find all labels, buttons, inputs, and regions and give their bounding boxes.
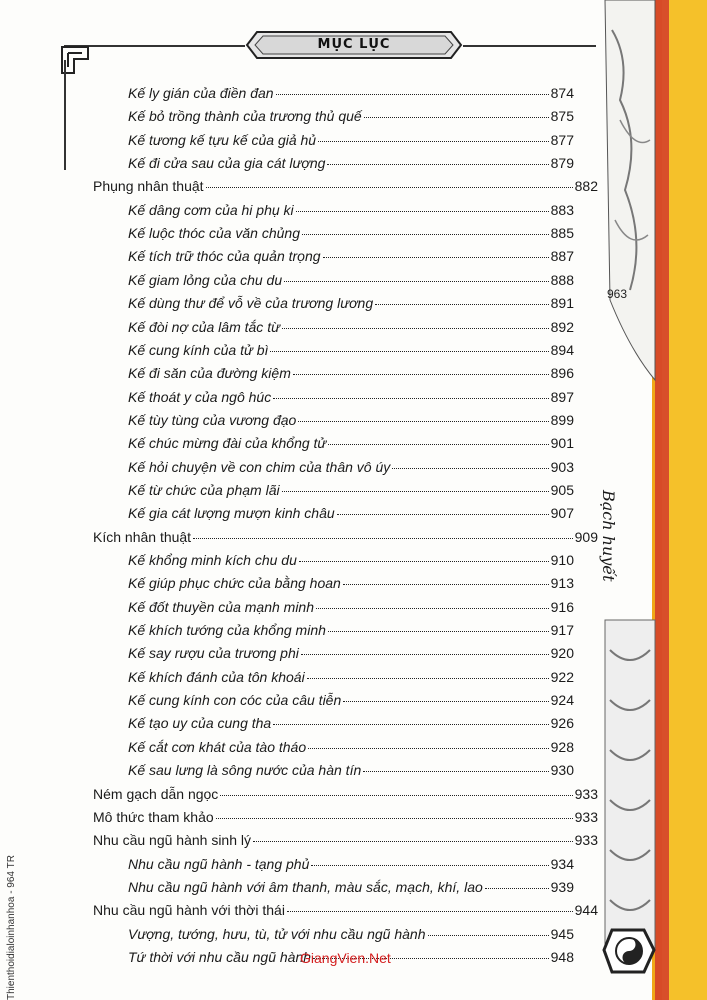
toc-title: Kế tích trữ thóc của quản trọng [128,248,321,265]
toc-section [93,809,598,829]
toc-section [93,832,598,852]
toc-leader-dots [276,94,549,95]
toc-page-number: 913 [550,575,574,592]
toc-entry [128,225,574,245]
toc-entry [128,155,574,175]
watermark: GiangVien.Net [300,950,391,966]
toc-page-number: 933 [574,832,598,849]
toc-page-number: 901 [550,435,574,452]
toc-page-number: 909 [574,528,598,545]
toc-title: Kế từ chức của phạm lãi [128,481,280,498]
toc-leader-dots [327,164,548,165]
toc-entry [128,482,574,502]
toc-entry [128,622,574,642]
toc-leader-dots [311,865,548,866]
toc-leader-dots [308,748,549,749]
toc-entry [128,132,574,152]
toc-leader-dots [363,771,548,772]
toc-entry [128,926,574,946]
toc-title: Nhu cầu ngũ hành sinh lý [93,832,251,849]
toc-title: Kế cắt cơn khát của tào tháo [128,738,307,755]
toc-leader-dots [302,234,549,235]
toc-title: Kế đốt thuyền của mạnh minh [128,598,315,615]
toc-leader-dots [253,841,573,842]
toc-title: Kế khích tướng của khổng minh [128,622,326,639]
toc-section [93,786,598,806]
toc-section [93,902,598,922]
toc-page-number: 891 [550,295,574,312]
left-frame-rule [64,60,66,170]
toc-leader-dots [298,421,548,422]
toc-leader-dots [428,935,549,936]
toc-title: Nhu cầu ngũ hành với thời thái [93,902,285,919]
toc-entry [128,575,574,595]
toc-entry [128,762,574,782]
toc-leader-dots [323,257,549,258]
toc-page-number: 907 [550,505,574,522]
toc-leader-dots [284,281,549,282]
toc-entry [128,599,574,619]
toc-page-number: 879 [550,155,574,172]
toc-page-number: 948 [550,948,574,965]
header-banner [245,30,463,60]
toc-title: Kế đi cửa sau của gia cát lượng [128,155,326,172]
toc-entry [128,295,574,315]
toc-leader-dots [301,654,549,655]
toc-title: Kế bỏ trồng thành của trương thủ quế [128,108,362,125]
toc-leader-dots [375,304,549,305]
toc-section [93,529,598,549]
toc-leader-dots [318,141,549,142]
toc-page-number: 885 [550,225,574,242]
toc-title: Kích nhân thuật [93,528,192,545]
toc-title: Kế cung kính con cóc của câu tiễn [128,692,342,709]
toc-leader-dots [273,398,548,399]
toc-leader-dots [343,701,548,702]
toc-entry [128,645,574,665]
toc-title: Vượng, tướng, hưu, tù, tử với nhu cầu ngũ hành [128,925,426,942]
toc-entry [128,715,574,735]
toc-page-number: 903 [550,458,574,475]
header-rule-right [463,45,596,47]
page-number: 963 [607,287,628,301]
toc-entry [128,879,574,899]
toc-page-number: 928 [550,738,574,755]
toc-title: Kế thoát y của ngô húc [128,388,272,405]
toc-leader-dots [287,911,573,912]
toc-leader-dots [299,561,549,562]
toc-title: Kế khích đánh của tôn khoái [128,668,305,685]
toc-entry [128,319,574,339]
toc-leader-dots [328,444,548,445]
toc-entry [128,389,574,409]
toc-leader-dots [282,328,549,329]
toc-title: Kế luộc thóc của văn chủng [128,225,301,242]
toc-leader-dots [343,584,549,585]
toc-entry [128,856,574,876]
toc-title: Kế chúc mừng đài của khổng tử [128,435,327,452]
toc-entry [128,248,574,268]
toc-title: Kế giúp phục chức của bằng hoan [128,575,341,592]
toc-page-number: 888 [550,271,574,288]
toc-page-number: 933 [574,785,598,802]
toc-entry [128,669,574,689]
toc-page-number: 939 [550,878,574,895]
toc-page-number: 877 [550,131,574,148]
toc-title: Mô thức tham khảo [93,808,214,825]
page-title: MỤC LỤC [317,37,391,52]
toc-entry [128,202,574,222]
toc-title: Kế khổng minh kích chu du [128,552,297,568]
toc-entry [128,552,574,572]
toc-title: Kế đi săn của đường kiệm [128,365,291,382]
toc-title: Kế gia cát lượng mượn kinh châu [128,505,335,522]
toc-page-number: 892 [550,318,574,335]
toc-leader-dots [364,117,549,118]
toc-entry [128,412,574,432]
toc-leader-dots [220,795,572,796]
toc-leader-dots [392,468,548,469]
toc-title: Kế cung kính của tử bì [128,341,269,358]
toc-title: Kế sau lưng là sông nước của hàn tín [128,762,362,779]
toc-title: Kế giam lỏng của chu du [128,271,283,288]
toc-title: Kế dâng cơm của hi phụ ki [128,201,294,218]
toc-entry [128,342,574,362]
toc-title: Tứ thời với nhu cầu ngũ hành [128,948,312,965]
toc-page-number: 887 [550,248,574,265]
toc-title: Kế tạo uy của cung tha [128,715,272,732]
toc-page-number: 905 [550,481,574,498]
toc-page-number: 944 [574,902,598,919]
toc-page-number: 924 [550,692,574,709]
toc-page-number: 875 [550,108,574,125]
toc-page-number: 916 [550,598,574,615]
toc-leader-dots [293,374,549,375]
toc-entry [128,692,574,712]
toc-title: Kế tương kế tựu kế của giả hủ [128,131,317,148]
toc-title: Kế ly gián của điền đan [128,85,274,101]
toc-page-number: 910 [550,552,574,568]
toc-page-number: 917 [550,622,574,639]
toc-page-number: 897 [550,388,574,405]
toc-title: Ném gạch dẫn ngọc [93,785,219,802]
toc-title: Kế đòi nợ của lâm tắc từ [128,318,280,335]
toc-section [93,178,598,198]
toc-title: Kế say rượu của trương phi [128,645,299,662]
toc-title: Nhu cầu ngũ hành - tạng phủ [128,855,310,872]
toc-entry [128,505,574,525]
toc-title: Kế tùy tùng của vương đạo [128,411,297,428]
toc-leader-dots [485,888,549,889]
toc-entry [128,85,574,105]
book-title-vertical [598,470,648,582]
toc-leader-dots [193,538,573,539]
toc-page-number: 945 [550,925,574,942]
toc-entry [128,108,574,128]
toc-page-number: 933 [574,808,598,825]
toc-entry [128,365,574,385]
left-margin-label: Thienthoidialoinhanhoa - 964 TR [6,855,17,1000]
toc-leader-dots [270,351,548,352]
toc-entry [128,272,574,292]
toc-leader-dots [216,818,573,819]
toc-title: Kế dùng thư để vỗ về của trương lương [128,295,374,312]
toc-title: Nhu cầu ngũ hành với âm thanh, màu sắc, mạch, khí, lao [128,878,483,895]
toc-leader-dots [328,631,549,632]
toc-leader-dots [296,211,549,212]
left-margin-text [6,760,22,1000]
corner-ornament-icon [60,45,100,85]
toc-page-number: 894 [550,341,574,358]
toc-title: Phụng nhân thuật [93,178,204,195]
book-title-text: Bạch huyết [599,490,618,582]
toc-leader-dots [307,678,549,679]
toc-leader-dots [273,724,548,725]
toc-page-number: 883 [550,201,574,218]
toc-page-number: 926 [550,715,574,732]
toc-entry [128,459,574,479]
toc-title: Kế hỏi chuyện về con chim của thân vô úy [128,458,391,475]
toc-page-number: 899 [550,411,574,428]
toc-page-number: 930 [550,762,574,779]
toc-leader-dots [282,491,549,492]
toc-page-number: 874 [550,85,574,101]
toc-entry [128,435,574,455]
toc-leader-dots [206,187,573,188]
toc-page-number: 920 [550,645,574,662]
toc-page-number: 882 [574,178,598,195]
toc-leader-dots [316,608,549,609]
toc-page-number: 934 [550,855,574,872]
toc-leader-dots [337,514,549,515]
toc-page-number: 896 [550,365,574,382]
toc-page-number: 922 [550,668,574,685]
toc-entry [128,739,574,759]
